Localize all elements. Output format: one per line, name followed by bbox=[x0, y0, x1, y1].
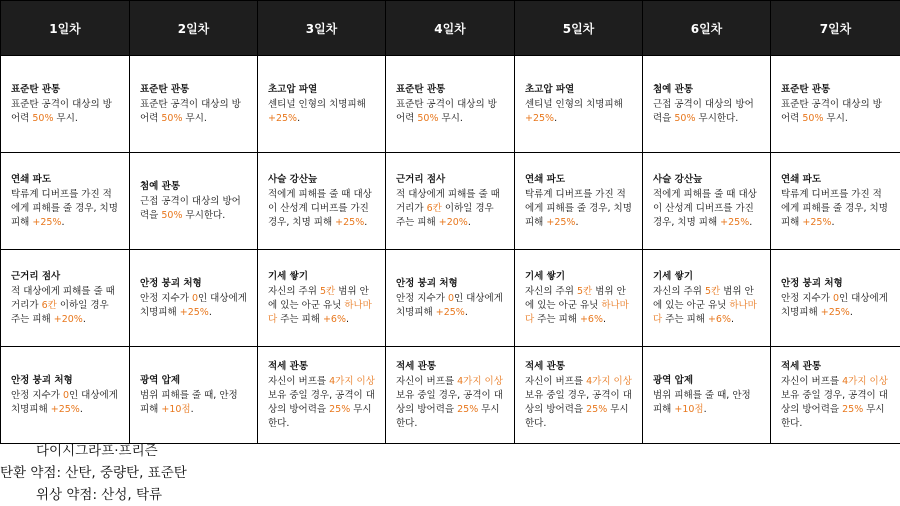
highlight-value: 25% bbox=[329, 403, 351, 415]
description-text: . bbox=[575, 216, 579, 228]
description-text: 무시 한다. bbox=[268, 403, 372, 429]
highlight-value: 50% bbox=[674, 112, 696, 124]
highlight-value: +6% bbox=[322, 313, 346, 325]
description-text: . bbox=[831, 216, 835, 228]
day-header: 1일차 bbox=[1, 1, 130, 56]
highlight-value: +6% bbox=[579, 313, 603, 325]
description-text: 적 대상에게 피해를 줄 때 거리가 bbox=[11, 285, 115, 311]
highlight-value: 0 bbox=[447, 292, 454, 304]
description-text: 범위 안 에 있는 아군 유닛 bbox=[525, 285, 626, 311]
highlight-value: 25% bbox=[842, 403, 864, 415]
phase-weakness: 위상 약점: 산성, 탁류 bbox=[36, 487, 163, 503]
description-text: . bbox=[61, 216, 65, 228]
buff-cell bbox=[771, 56, 900, 153]
buff-cell bbox=[643, 250, 771, 347]
description-text: 자신의 주위 bbox=[525, 285, 577, 297]
highlight-value: 하나마 다 bbox=[268, 299, 372, 325]
buff-title: 연쇄 파도 bbox=[525, 173, 566, 185]
description-text: 주는 피해 bbox=[277, 313, 323, 325]
buff-title: 적세 관통 bbox=[781, 360, 822, 372]
description-text: . bbox=[82, 313, 86, 325]
description-text: . bbox=[346, 313, 350, 325]
buff-cell bbox=[258, 347, 386, 444]
description-text: 주는 피해 bbox=[534, 313, 580, 325]
description-text: 센티널 인형의 치명피해 bbox=[525, 98, 623, 110]
description-text: . bbox=[208, 306, 212, 318]
buff-cell bbox=[643, 56, 771, 153]
highlight-value: 6칸 bbox=[426, 202, 442, 214]
description-text: 무시 한다. bbox=[396, 403, 500, 429]
description-text: . bbox=[467, 216, 471, 228]
highlight-value: +20% bbox=[53, 313, 83, 325]
description-text: 인 대상에게 치명피해 bbox=[140, 292, 247, 318]
buff-title: 초고압 파열 bbox=[525, 83, 575, 95]
buff-cell bbox=[258, 250, 386, 347]
highlight-value: +25% bbox=[50, 403, 80, 415]
description-text: 이하일 경우 주는 피해 bbox=[11, 299, 109, 325]
highlight-value: 25% bbox=[586, 403, 608, 415]
buff-description bbox=[781, 375, 894, 431]
buff-title: 표준탄 관통 bbox=[396, 83, 446, 95]
buff-title: 안정 붕괴 처형 bbox=[140, 277, 202, 289]
description-text: 적에게 피해를 줄 때 대상 이 산성계 디버프를 가진 경우, 치명 피해 bbox=[268, 188, 372, 228]
buff-cell bbox=[771, 153, 900, 250]
highlight-value: 50% bbox=[802, 112, 824, 124]
buff-cell bbox=[771, 347, 900, 444]
description-text: 주는 피해 bbox=[662, 313, 708, 325]
description-text: . bbox=[79, 403, 83, 415]
description-text: 센티널 인형의 치명피해 bbox=[268, 98, 366, 110]
buff-cell bbox=[643, 153, 771, 250]
description-text: 안정 지수가 bbox=[11, 389, 63, 401]
description-text: 인 대상에게 치명피해 bbox=[396, 292, 503, 318]
buff-title: 적세 관통 bbox=[268, 360, 309, 372]
bullet-weakness: 탄환 약점: 산탄, 중량탄, 표준탄 bbox=[0, 465, 187, 481]
buff-description bbox=[653, 188, 764, 230]
buff-description bbox=[140, 98, 251, 126]
description-text: 표준탄 공격이 대상의 방 어력 bbox=[11, 98, 112, 124]
description-text: . bbox=[364, 216, 368, 228]
buff-title: 근거리 점사 bbox=[11, 270, 61, 282]
day-header: 5일차 bbox=[515, 1, 643, 56]
buff-cell bbox=[130, 153, 258, 250]
description-text: 무시 한다. bbox=[781, 403, 885, 429]
day-header: 2일차 bbox=[130, 1, 258, 56]
description-text: 보유 중일 경우, 공격이 대 상의 방어력을 bbox=[396, 389, 503, 415]
buff-cell bbox=[1, 250, 130, 347]
buff-description bbox=[396, 98, 508, 126]
buff-description bbox=[525, 285, 636, 327]
highlight-value: 50% bbox=[417, 112, 439, 124]
description-text: 무시. bbox=[438, 112, 463, 124]
buff-title: 초고압 파열 bbox=[268, 83, 318, 95]
buff-title: 적세 관통 bbox=[525, 360, 566, 372]
highlight-value: 50% bbox=[161, 112, 183, 124]
description-text: 표준탄 공격이 대상의 방 어력 bbox=[781, 98, 882, 124]
highlight-value: +25% bbox=[179, 306, 209, 318]
buff-title: 광역 압제 bbox=[140, 374, 181, 386]
buff-cell bbox=[1, 347, 130, 444]
description-text: . bbox=[190, 403, 194, 415]
highlight-value: 하나마 다 bbox=[653, 299, 757, 325]
buff-cell bbox=[130, 347, 258, 444]
highlight-value: 0 bbox=[191, 292, 198, 304]
description-text: 적 대상에게 피해를 줄 때 거리가 bbox=[396, 188, 500, 214]
buff-title: 표준탄 관통 bbox=[11, 83, 61, 95]
description-text: . bbox=[603, 313, 607, 325]
boss-name: 다이시그라프·프리즌 bbox=[36, 443, 158, 459]
highlight-value: +25% bbox=[32, 216, 62, 228]
description-text: 자신의 주위 bbox=[268, 285, 320, 297]
highlight-value: 4가지 이상 bbox=[457, 375, 503, 387]
buff-cell bbox=[386, 250, 515, 347]
description-text: 범위 안 에 있는 아군 유닛 bbox=[653, 285, 754, 311]
description-text: 근접 공격이 대상의 방어 력을 bbox=[140, 195, 241, 221]
buff-description bbox=[11, 188, 123, 230]
buff-title: 기세 쌓기 bbox=[525, 270, 566, 282]
buff-title: 안정 붕괴 처형 bbox=[781, 277, 843, 289]
buff-title: 첨예 관통 bbox=[140, 180, 181, 192]
highlight-value: +25% bbox=[820, 306, 850, 318]
description-text: 안정 지수가 bbox=[140, 292, 192, 304]
description-text: . bbox=[849, 306, 853, 318]
buff-description bbox=[11, 98, 123, 126]
buff-title: 적세 관통 bbox=[396, 360, 437, 372]
description-text: 표준탄 공격이 대상의 방 어력 bbox=[140, 98, 241, 124]
day-header: 6일차 bbox=[643, 1, 771, 56]
highlight-value: 0 bbox=[62, 389, 69, 401]
description-text: . bbox=[731, 313, 735, 325]
buff-description bbox=[11, 389, 123, 417]
highlight-value: +25% bbox=[546, 216, 576, 228]
highlight-value: +25% bbox=[525, 112, 555, 124]
buff-description bbox=[781, 188, 894, 230]
buff-description bbox=[653, 98, 764, 126]
description-text: 자신이 버프를 bbox=[396, 375, 458, 387]
day-header: 4일차 bbox=[386, 1, 515, 56]
buff-description bbox=[140, 292, 251, 320]
buff-cell bbox=[386, 347, 515, 444]
description-text: 적에게 피해를 줄 때 대상 이 산성계 디버프를 가진 경우, 치명 피해 bbox=[653, 188, 757, 228]
description-text: 안정 지수가 bbox=[396, 292, 448, 304]
description-text: 자신이 버프를 bbox=[268, 375, 330, 387]
buff-title: 표준탄 관통 bbox=[140, 83, 190, 95]
buff-title: 기세 쌓기 bbox=[653, 270, 694, 282]
description-text: 보유 중일 경우, 공격이 대 상의 방어력을 bbox=[781, 389, 888, 415]
buff-cell bbox=[386, 56, 515, 153]
highlight-value: 25% bbox=[457, 403, 479, 415]
buff-description bbox=[396, 292, 508, 320]
description-text: 자신이 버프를 bbox=[525, 375, 587, 387]
buff-title: 안정 붕괴 처형 bbox=[396, 277, 458, 289]
description-text: 무시 한다. bbox=[525, 403, 629, 429]
buff-title: 안정 붕괴 처형 bbox=[11, 374, 73, 386]
highlight-value: +10점 bbox=[674, 403, 704, 415]
buff-description bbox=[268, 98, 379, 126]
description-text: 자신이 버프를 bbox=[781, 375, 843, 387]
buff-description bbox=[525, 188, 636, 230]
description-text: . bbox=[297, 112, 301, 124]
highlight-value: +25% bbox=[802, 216, 832, 228]
buff-title: 연쇄 파도 bbox=[11, 173, 52, 185]
buff-title: 근거리 점사 bbox=[396, 173, 446, 185]
buff-title: 사슬 강산늪 bbox=[653, 173, 703, 185]
buff-cell bbox=[386, 153, 515, 250]
description-text: 근접 공격이 대상의 방어 력을 bbox=[653, 98, 754, 124]
description-text: 인 대상에게 치명피해 bbox=[781, 292, 888, 318]
buff-description bbox=[525, 375, 636, 431]
description-text: 범위 피해를 줄 때, 안정 피해 bbox=[653, 389, 751, 415]
description-text: . bbox=[464, 306, 468, 318]
highlight-value: +25% bbox=[435, 306, 465, 318]
highlight-value: +20% bbox=[438, 216, 468, 228]
description-text: 범위 안 에 있는 아군 유닛 bbox=[268, 285, 369, 311]
buff-description bbox=[396, 188, 508, 230]
buff-cell bbox=[515, 250, 643, 347]
highlight-value: 0 bbox=[832, 292, 839, 304]
buff-description bbox=[268, 188, 379, 230]
highlight-value: +6% bbox=[707, 313, 731, 325]
buff-cell bbox=[130, 56, 258, 153]
highlight-value: 5칸 bbox=[704, 285, 721, 297]
description-text: . bbox=[554, 112, 558, 124]
highlight-value: +25% bbox=[268, 112, 298, 124]
day-header: 7일차 bbox=[771, 1, 900, 56]
highlight-value: 5칸 bbox=[319, 285, 336, 297]
buff-description bbox=[653, 389, 764, 417]
buff-cell bbox=[1, 153, 130, 250]
buff-cell bbox=[771, 250, 900, 347]
highlight-value: +10점 bbox=[161, 403, 191, 415]
description-text: 무시한다. bbox=[695, 112, 739, 124]
buff-cell bbox=[643, 347, 771, 444]
highlight-value: +25% bbox=[720, 216, 750, 228]
buff-cell bbox=[258, 56, 386, 153]
buff-description bbox=[140, 195, 251, 223]
buff-cell bbox=[1, 56, 130, 153]
highlight-value: 4가지 이상 bbox=[586, 375, 632, 387]
description-text: 무시. bbox=[182, 112, 207, 124]
buff-cell bbox=[515, 153, 643, 250]
buff-cell bbox=[258, 153, 386, 250]
description-text: 무시한다. bbox=[182, 209, 226, 221]
buff-description bbox=[525, 98, 636, 126]
description-text: 탁류계 디버프를 가진 적 에게 피해를 줄 경우, 치명 피해 bbox=[11, 188, 118, 228]
description-text: 탁류계 디버프를 가진 적 에게 피해를 줄 경우, 치명 피해 bbox=[781, 188, 888, 228]
buff-description bbox=[11, 285, 123, 327]
highlight-value: 6칸 bbox=[41, 299, 57, 311]
buff-description bbox=[268, 285, 379, 327]
highlight-value: 4가지 이상 bbox=[842, 375, 888, 387]
description-text: 보유 중일 경우, 공격이 대 상의 방어력을 bbox=[268, 389, 375, 415]
description-text: 탁류계 디버프를 가진 적 에게 피해를 줄 경우, 치명 피해 bbox=[525, 188, 632, 228]
buff-description bbox=[653, 285, 764, 327]
buff-cell bbox=[515, 56, 643, 153]
description-text: 인 대상에게 치명피해 bbox=[11, 389, 118, 415]
buff-description bbox=[781, 292, 894, 320]
buff-cell bbox=[515, 347, 643, 444]
buff-cell bbox=[130, 250, 258, 347]
highlight-value: 5칸 bbox=[576, 285, 593, 297]
buff-title: 연쇄 파도 bbox=[781, 173, 822, 185]
buff-description bbox=[140, 389, 251, 417]
buff-title: 첨예 관통 bbox=[653, 83, 694, 95]
description-text: . bbox=[703, 403, 707, 415]
highlight-value: 하나마 다 bbox=[525, 299, 629, 325]
buff-description bbox=[396, 375, 508, 431]
description-text: 안정 지수가 bbox=[781, 292, 833, 304]
buff-title: 표준탄 관통 bbox=[781, 83, 831, 95]
highlight-value: +25% bbox=[335, 216, 365, 228]
description-text: 표준탄 공격이 대상의 방 어력 bbox=[396, 98, 497, 124]
description-text: 자신의 주위 bbox=[653, 285, 705, 297]
description-text: 보유 중일 경우, 공격이 대 상의 방어력을 bbox=[525, 389, 632, 415]
buff-title: 기세 쌓기 bbox=[268, 270, 309, 282]
buff-description bbox=[781, 98, 894, 126]
buff-title: 사슬 강산늪 bbox=[268, 173, 318, 185]
buff-description bbox=[268, 375, 379, 431]
boss-info bbox=[0, 440, 420, 506]
description-text: 범위 피해를 줄 때, 안정 피해 bbox=[140, 389, 238, 415]
highlight-value: 50% bbox=[161, 209, 183, 221]
day-header: 3일차 bbox=[258, 1, 386, 56]
description-text: 무시. bbox=[53, 112, 78, 124]
highlight-value: 4가지 이상 bbox=[329, 375, 375, 387]
description-text: 이하일 경우 주는 피해 bbox=[396, 202, 494, 228]
description-text: . bbox=[749, 216, 753, 228]
description-text: 무시. bbox=[823, 112, 848, 124]
highlight-value: 50% bbox=[32, 112, 54, 124]
buff-title: 광역 압제 bbox=[653, 374, 694, 386]
